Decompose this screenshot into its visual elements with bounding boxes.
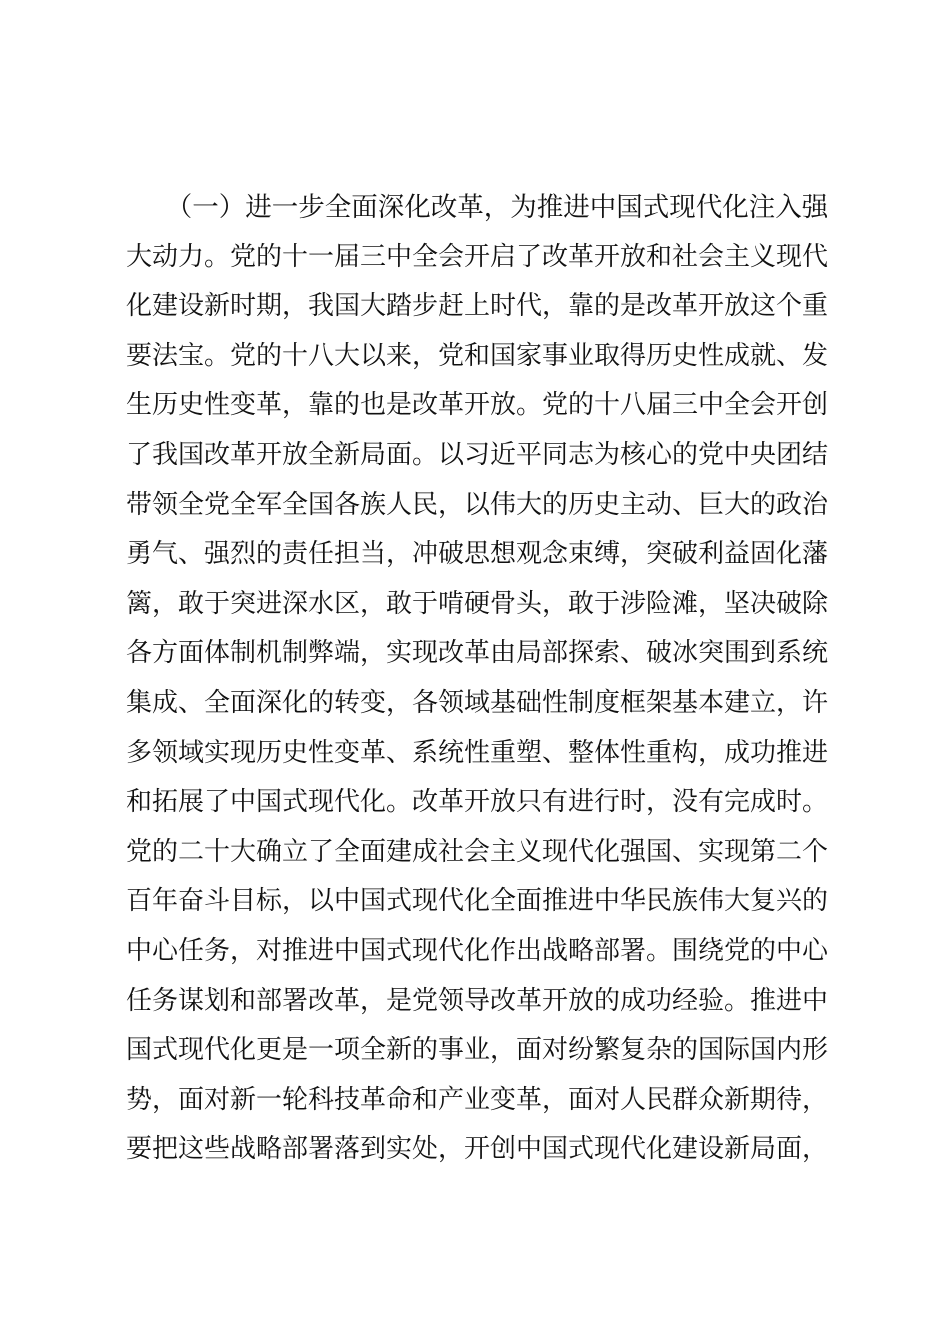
paragraph-line: 化建设新时期，我国大踏步赶上时代，靠的是改革开放这个重 bbox=[126, 291, 829, 322]
paragraph-line: 国式现代化更是一项全新的事业，面对纷繁复杂的国际国内形 bbox=[126, 1035, 829, 1066]
paragraph-line: （一）进一步全面深化改革，为推进中国式现代化注入强 bbox=[126, 192, 829, 223]
paragraph-line: 篱，敢于突进深水区，敢于啃硬骨头，敢于涉险滩，坚决破除 bbox=[126, 588, 829, 619]
paragraph-line: 任务谋划和部署改革，是党领导改革开放的成功经验。推进中 bbox=[126, 985, 829, 1016]
body-paragraph bbox=[126, 183, 836, 1175]
paragraph-line: 大动力。党的十一届三中全会开启了改革开放和社会主义现代 bbox=[126, 241, 829, 272]
paragraph-line: 了我国改革开放全新局面。以习近平同志为核心的党中央团结 bbox=[126, 439, 829, 470]
paragraph-line: 党的二十大确立了全面建成社会主义现代化强国、实现第二个 bbox=[126, 836, 829, 867]
paragraph-line: 各方面体制机制弊端，实现改革由局部探索、破冰突围到系统 bbox=[126, 638, 829, 669]
paragraph-line: 和拓展了中国式现代化。改革开放只有进行时，没有完成时。 bbox=[126, 787, 829, 818]
paragraph-line: 要把这些战略部署落到实处，开创中国式现代化建设新局面， bbox=[126, 1134, 829, 1165]
paragraph-line: 集成、全面深化的转变，各领域基础性制度框架基本建立，许 bbox=[126, 687, 829, 718]
paragraph-line: 中心任务，对推进中国式现代化作出战略部署。围绕党的中心 bbox=[126, 935, 829, 966]
paragraph-line: 百年奋斗目标，以中国式现代化全面推进中华民族伟大复兴的 bbox=[126, 886, 829, 917]
paragraph-line: 势，面对新一轮科技革命和产业变革，面对人民群众新期待， bbox=[126, 1084, 829, 1115]
paragraph-line: 要法宝。党的十八大以来，党和国家事业取得历史性成就、发 bbox=[126, 340, 829, 371]
paragraph-line: 生历史性变革，靠的也是改革开放。党的十八届三中全会开创 bbox=[126, 390, 829, 421]
paragraph-line: 多领域实现历史性变革、系统性重塑、整体性重构，成功推进 bbox=[126, 737, 829, 768]
paragraph-line: 带领全党全军全国各族人民，以伟大的历史主动、巨大的政治 bbox=[126, 489, 829, 520]
paragraph-line: 勇气、强烈的责任担当，冲破思想观念束缚，突破利益固化藩 bbox=[126, 539, 829, 570]
